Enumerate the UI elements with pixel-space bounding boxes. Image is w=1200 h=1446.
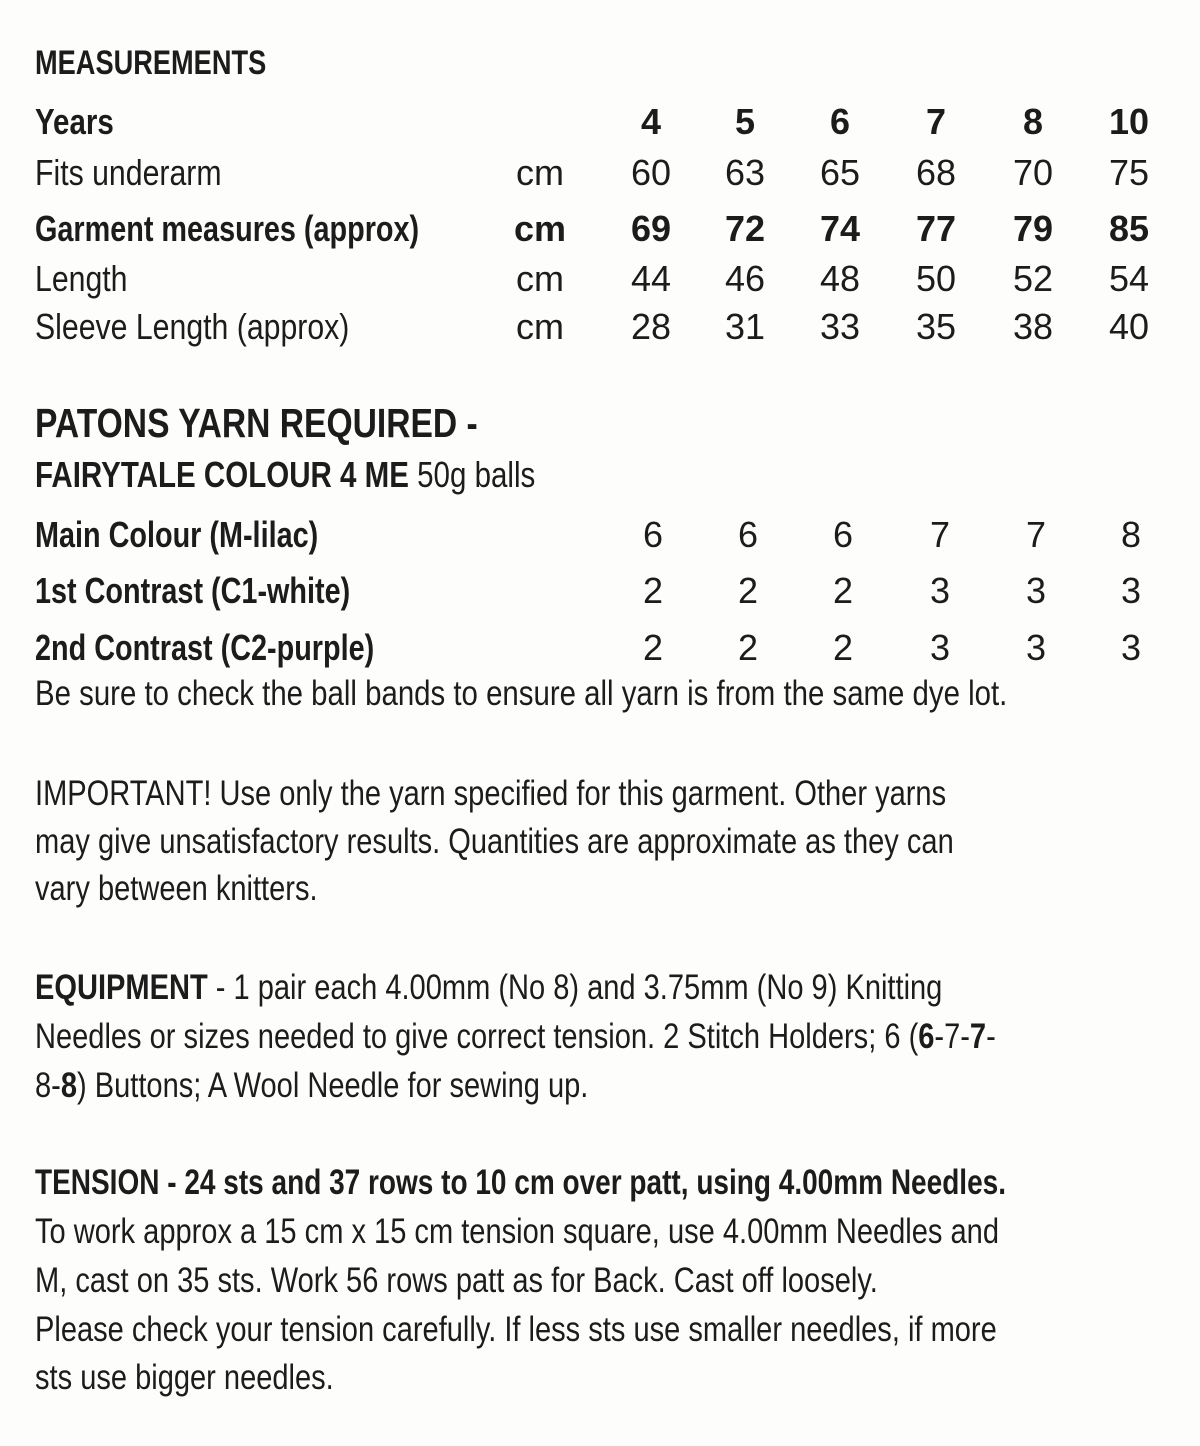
measurement-value: 46 [724,258,766,299]
yarn-quantity: 3 [1120,627,1142,668]
years-label: Years [35,101,114,142]
yarn-quantity: 7 [1025,514,1047,555]
yarn-quantity: 2 [642,570,664,611]
measurement-label: Fits underarm [35,152,222,193]
measurement-value: 54 [1108,258,1150,299]
yarn-quantity: 3 [929,570,951,611]
dye-lot-note: Be sure to check the ball bands to ensure all yarn is from the same dye lot. [35,674,1008,713]
year-header: 4 [640,101,662,142]
year-header: 7 [925,101,947,142]
yarn-quantity: 2 [832,627,854,668]
tension-line: sts use bigger needles. [35,1358,334,1397]
measurement-value: 63 [724,152,766,193]
measurement-value: 65 [819,152,861,193]
measurement-value: 85 [1108,208,1150,249]
measurement-unit: cm [516,152,564,193]
yarn-quantity: 3 [1120,570,1142,611]
measurement-value: 72 [724,208,766,249]
tension-line: Please check your tension carefully. If less sts use smaller needles, if more [35,1310,997,1349]
measurement-label: Length [35,258,128,299]
measurement-value: 28 [630,306,672,347]
measurement-unit: cm [513,208,567,249]
yarn-quantity: 3 [929,627,951,668]
equipment-line: EQUIPMENT - 1 pair each 4.00mm (No 8) and 3.75mm (No 9) Knitting [35,968,943,1007]
measurement-value: 50 [915,258,957,299]
important-line: vary between knitters. [35,869,318,908]
yarn-quantity: 2 [642,627,664,668]
measurement-unit: cm [516,258,564,299]
yarn-quantity: 7 [929,514,951,555]
measurement-value: 40 [1108,306,1150,347]
yarn-product-name: FAIRYTALE COLOUR 4 ME [35,454,409,495]
yarn-product-line [35,454,535,496]
yarn-quantity: 6 [832,514,854,555]
measurement-value: 44 [630,258,672,299]
measurement-value: 70 [1012,152,1054,193]
yarn-quantity: 6 [642,514,664,555]
yarn-quantity: 2 [737,570,759,611]
measurement-value: 48 [819,258,861,299]
tension-line: To work approx a 15 cm x 15 cm tension square, use 4.00mm Needles and [35,1212,999,1251]
measurement-value: 52 [1012,258,1054,299]
measurement-label: Garment measures (approx) [35,208,420,249]
measurement-value: 79 [1012,208,1054,249]
tension-spec: - 24 sts and 37 rows to 10 cm over patt, using 4.00mm Needles. [159,1163,1006,1202]
measurement-unit: cm [516,306,564,347]
measurement-value: 68 [915,152,957,193]
yarn-quantity: 6 [737,514,759,555]
tension-spec-line [35,1163,1006,1203]
measurement-value: 77 [915,208,957,249]
equipment-label: EQUIPMENT [35,968,208,1007]
year-header: 5 [734,101,756,142]
tension-label: TENSION [35,1163,160,1202]
yarn-quantity: 2 [737,627,759,668]
important-line: may give unsatisfactory results. Quantities are approximate as they can [35,822,954,861]
year-header: 8 [1022,101,1044,142]
measurement-value: 69 [630,208,672,249]
yarn-row-label: 1st Contrast (C1-white) [35,570,351,611]
yarn-ball-size: 50g balls [408,454,536,495]
measurement-value: 60 [630,152,672,193]
yarn-quantity: 2 [832,570,854,611]
yarn-quantity: 3 [1025,627,1047,668]
measurement-label: Sleeve Length (approx) [35,306,350,347]
yarn-quantity: 3 [1025,570,1047,611]
equipment-line: Needles or sizes needed to give correct tension. 2 Stitch Holders; 6 (6-7-7- [35,1017,996,1056]
measurement-value: 74 [819,208,861,249]
measurement-value: 33 [819,306,861,347]
measurements-heading: MEASUREMENTS [35,44,267,82]
measurement-value: 75 [1108,152,1150,193]
measurement-value: 35 [915,306,957,347]
measurement-value: 38 [1012,306,1054,347]
yarn-row-label: Main Colour (M-lilac) [35,514,319,555]
yarn-heading: PATONS YARN REQUIRED - [35,400,478,446]
year-header: 10 [1108,101,1150,142]
year-header: 6 [829,101,851,142]
yarn-quantity: 8 [1120,514,1142,555]
yarn-row-label: 2nd Contrast (C2-purple) [35,627,375,668]
measurement-value: 31 [724,306,766,347]
important-line: IMPORTANT! Use only the yarn specified for this garment. Other yarns [35,774,947,813]
tension-line: M, cast on 35 sts. Work 56 rows patt as for Back. Cast off loosely. [35,1261,878,1300]
equipment-line: 8-8) Buttons; A Wool Needle for sewing up. [35,1066,589,1105]
